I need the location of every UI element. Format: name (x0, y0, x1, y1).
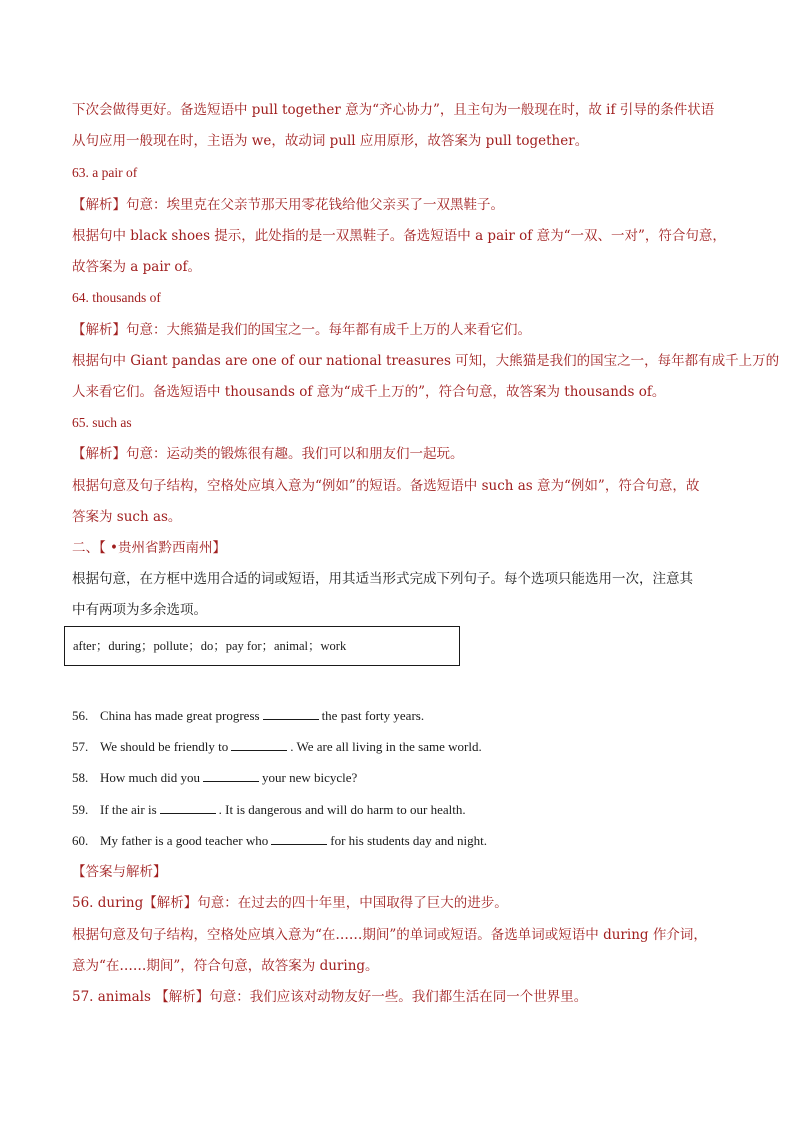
question-text: the past forty years. (321, 708, 425, 723)
question-58 (72, 768, 357, 788)
question-text: My father is a good teacher who (100, 833, 269, 848)
word-box-options: after；during；pollute；do；pay for；animal；work (73, 639, 347, 653)
instruction-line: 根据句意，在方框中选用合适的词或短语，用其适当形式完成下列句子。每个选项只能选用一次，注意其 (72, 571, 693, 587)
question-59 (72, 800, 466, 820)
question-text: How much did you (100, 770, 201, 785)
word-box (64, 626, 460, 666)
instruction-line: 中有两项为多余选项。 (72, 602, 207, 618)
question-text: . We are all living in the same world. (290, 739, 482, 754)
explanation-line: 答案为 such as。 (72, 509, 182, 525)
answer-line: 根据句意及句子结构，空格处应填入意为“在……期间”的单词或短语。备选单词或短语中 during 作介词， (72, 927, 707, 943)
explanation-line: 根据句中 black shoes 提示，此处指的是一双黑鞋子。备选短语中 a pair of 意为“一双、一对”，符合句意， (72, 228, 726, 244)
answer-blank[interactable] (263, 707, 319, 720)
question-text: for his students day and night. (330, 833, 487, 848)
question-number: 60. (72, 833, 89, 848)
question-56 (72, 706, 424, 726)
explanation-line: 根据句中 Giant pandas are one of our national treasures 可知，大熊猫是我们的国宝之一，每年都有成千上万的 (72, 353, 780, 369)
answer-heading-63: 63. a pair of (72, 165, 138, 180)
section-heading: 二、【 •贵州省黔西南州】 (72, 540, 227, 556)
explanation-line: 故答案为 a pair of。 (72, 259, 202, 275)
question-57 (72, 737, 482, 757)
question-number: 57. (72, 739, 89, 754)
explanation-line: 【解析】句意：运动类的锻炼很有趣。我们可以和朋友们一起玩。 (72, 446, 464, 462)
explanation-line: 【解析】句意：埃里克在父亲节那天用零花钱给他父亲买了一双黑鞋子。 (72, 197, 504, 213)
answer-line: 意为“在……期间”，符合句意，故答案为 during。 (72, 958, 379, 974)
question-text: We should be friendly to (100, 739, 229, 754)
answer-line: 57. animals 【解析】句意：我们应该对动物友好一些。我们都生活在同一个世界里。 (72, 989, 588, 1005)
answer-blank[interactable] (271, 832, 327, 845)
explanation-line: 从句应用一般现在时，主语为 we，故动词 pull 应用原形，故答案为 pull together。 (72, 133, 589, 149)
answer-heading-64: 64. thousands of (72, 290, 161, 305)
question-text: If the air is (100, 802, 157, 817)
question-number: 59. (72, 802, 89, 817)
explanation-line: 人来看它们。备选短语中 thousands of 意为“成千上万的”，符合句意，故答案为 thousands of。 (72, 384, 666, 400)
answer-heading-65: 65. such as (72, 415, 132, 430)
question-text: your new bicycle? (262, 770, 358, 785)
question-text: China has made great progress (100, 708, 260, 723)
question-60 (72, 831, 487, 851)
question-text: . It is dangerous and will do harm to our health. (218, 802, 466, 817)
question-number: 58. (72, 770, 89, 785)
answer-line: 56. during【解析】句意：在过去的四十年里，中国取得了巨大的进步。 (72, 895, 508, 911)
question-number: 56. (72, 708, 89, 723)
answer-blank[interactable] (160, 801, 216, 814)
explanation-line: 【解析】句意：大熊猫是我们的国宝之一。每年都有成千上万的人来看它们。 (72, 322, 531, 338)
answers-title: 【答案与解析】 (72, 864, 167, 880)
answer-blank[interactable] (203, 769, 259, 782)
explanation-line: 根据句意及句子结构，空格处应填入意为“例如”的短语。备选短语中 such as 意为“例如”，符合句意，故 (72, 478, 700, 494)
answer-blank[interactable] (231, 738, 287, 751)
explanation-line: 下次会做得更好。备选短语中 pull together 意为“齐心协力”，且主句为一般现在时，故 if 引导的条件状语 (72, 102, 715, 118)
